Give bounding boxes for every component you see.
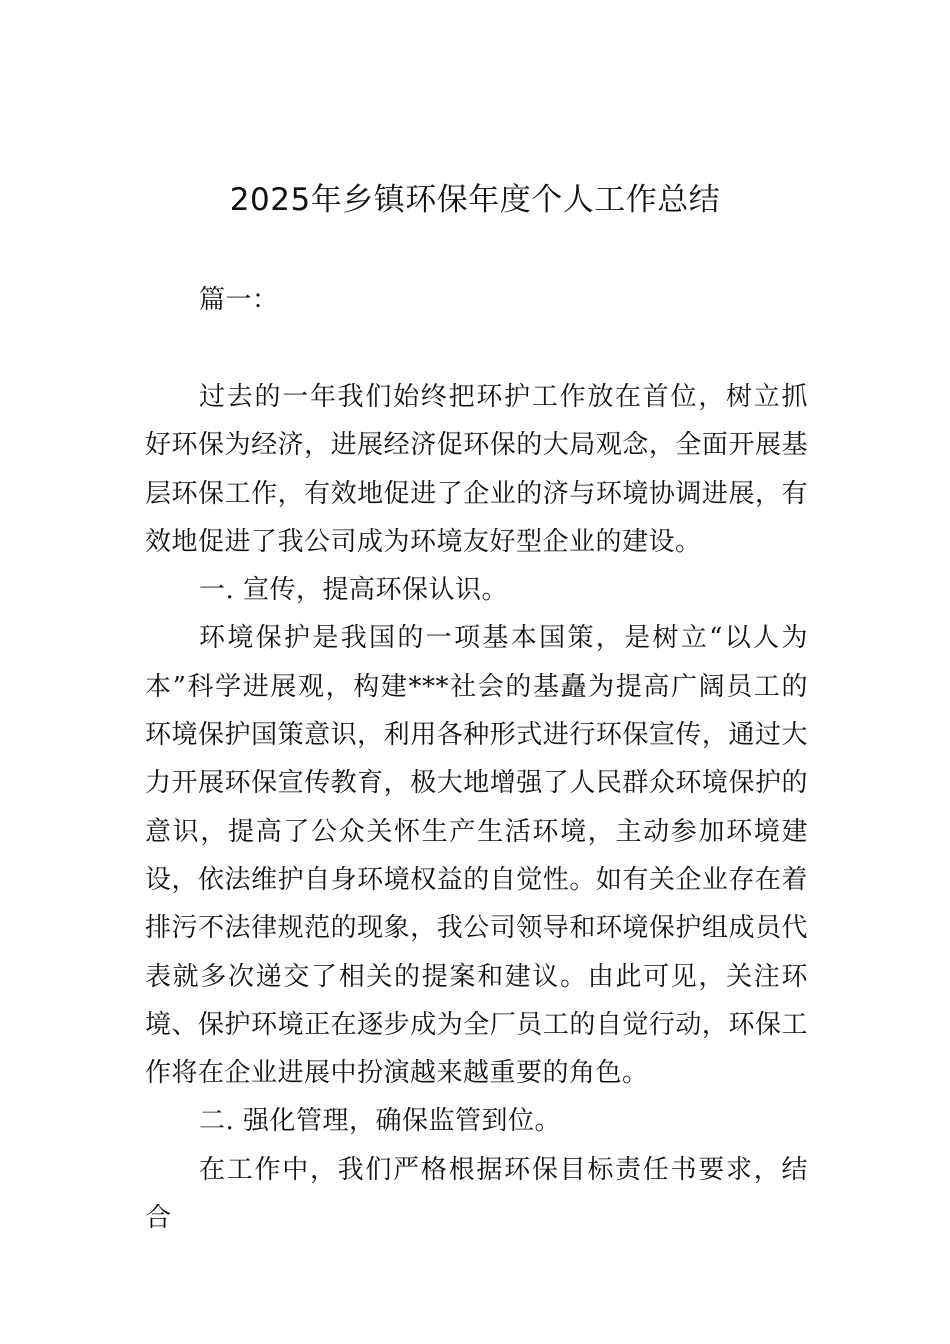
paragraph-publicity: 环境保护是我国的一项基本国策，是树立“以人为本”科学进展观，构建***社会的基矗为提高广阔员工的环境保护国策意识，利用各种形式进行环保宣传，通过大力开展环保宣传教育，极大地增强了人民群众环境保护的意识，提高了公众关怀生产生活环境，主动参加环境建设，依法维护自身环境权益的自觉性。如有关企业存在着排污不法律规范的现象，我公司领导和环境保护组成员代表就多次递交了相关的提案和建议。由此可见，关注环境、保护环境正在逐步成为全厂员工的自觉行动，环保工作将在企业进展中扮演越来越重要的角色。 <box>145 623 808 1089</box>
heading-publicity: 一. 宣传，提高环保认识。 <box>199 575 509 606</box>
paragraph-management: 在工作中，我们严格根据环保目标责任书要求，结合 <box>145 1154 808 1234</box>
heading-management: 二. 强化管理，确保监管到位。 <box>199 1106 562 1137</box>
paragraph-intro: 过去的一年我们始终把环护工作放在首位，树立抓好环保为经济，进展经济促环保的大局观念，全面开展基层环保工作，有效地促进了企业的济与环境协调进展，有效地促进了我公司成为环境友好型企业的建设。 <box>145 382 808 557</box>
section-label: 篇一： <box>199 285 279 315</box>
document-title: 2025年乡镇环保年度个人工作总结 <box>229 182 721 218</box>
document-body <box>145 373 808 1242</box>
